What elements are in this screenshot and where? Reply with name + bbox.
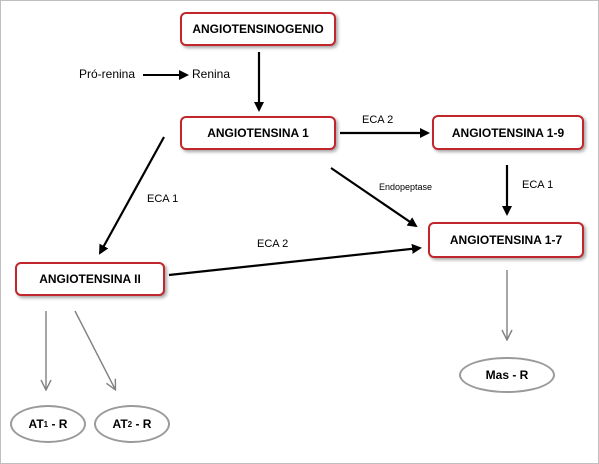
node-angiotensina-1-7: ANGIOTENSINA 1-7 [428, 222, 584, 258]
at2-subscript: 2 [127, 419, 133, 429]
node-at1-r [10, 405, 86, 443]
at1-subscript: 1 [43, 419, 49, 429]
arrow-angiotensinaii-to-angiotensina17 [169, 248, 420, 275]
label-eca2-bottom: ECA 2 [257, 238, 289, 250]
arrow-angiotensinaii-to-at2r [75, 311, 115, 389]
at1-prefix: AT [28, 417, 44, 431]
node-mas-r: Mas - R [459, 357, 555, 393]
at1-suffix: - R [48, 417, 68, 431]
label-renina: Renina [192, 67, 231, 81]
label-endopeptase: Endopeptase [379, 182, 433, 192]
at2-prefix: AT [112, 417, 128, 431]
arrow-angiotensina1-to-angiotensina17 [331, 168, 416, 226]
node-angiotensina-1-9: ANGIOTENSINA 1-9 [432, 115, 584, 150]
label-eca1-left: ECA 1 [147, 193, 179, 205]
node-angiotensina-1: ANGIOTENSINA 1 [180, 116, 336, 150]
node-at2-r [94, 405, 170, 443]
label-pro-renina: Pró-renina [79, 67, 136, 81]
node-angiotensinogenio: ANGIOTENSINOGENIO [180, 12, 336, 46]
node-angiotensina-ii: ANGIOTENSINA II [15, 262, 165, 296]
label-eca2-top: ECA 2 [362, 114, 394, 126]
label-eca1-right: ECA 1 [522, 179, 554, 191]
at2-suffix: - R [132, 417, 152, 431]
